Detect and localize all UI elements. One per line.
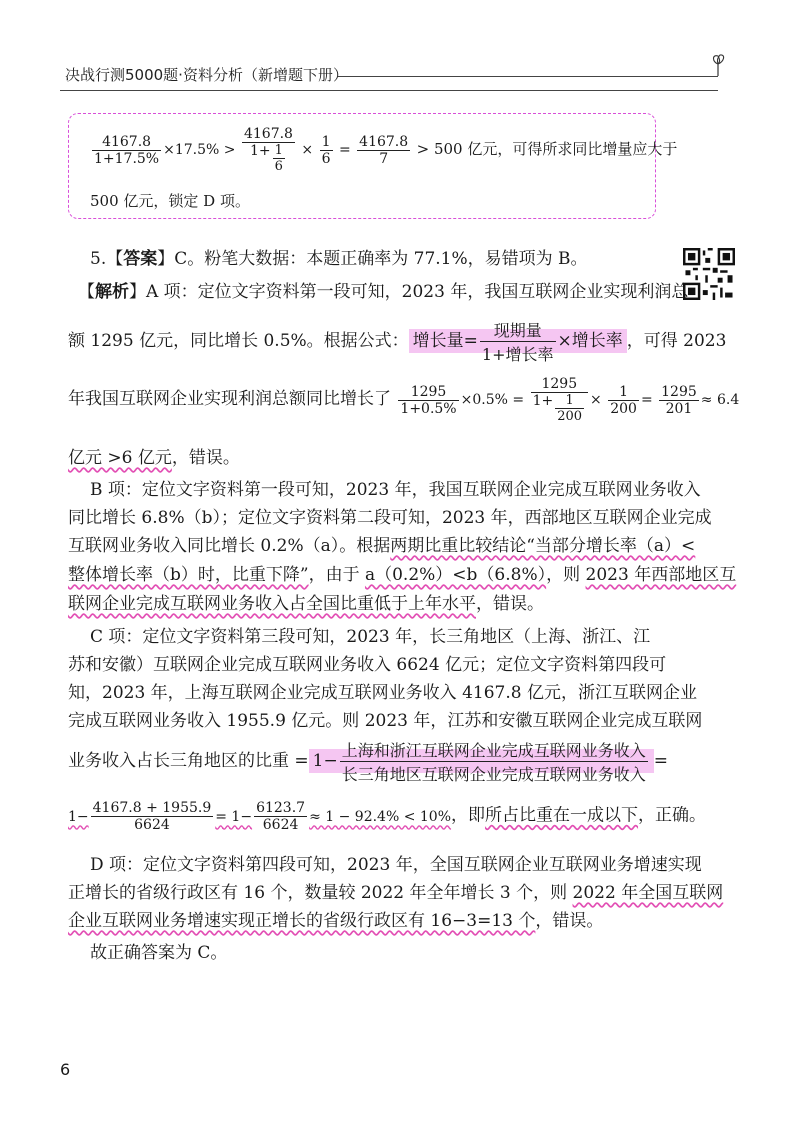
- d-line-2: 正增长的省级行政区有 16 个，数量较 2022 年全年增长 3 个，则 2022 年全国互联网: [68, 883, 724, 903]
- c-line-4: 完成互联网业务收入 1955.9 亿元。则 2023 年，江苏和安徽互联网企业完成互联网: [68, 711, 703, 731]
- box-formula-line: $\frac{4167.8}{1+17.5\%}$ ×17.5% > 4167.8 1+ $\frac{1}{6}$ × $\frac{1}{6}$ = $\frac{4167.8}{7}$ > 500 亿元，可得所求同比增量应大于: [94, 126, 678, 174]
- b-line-5: 联网企业完成互联网业务收入占全国比重低于上年水平，错误。: [68, 594, 544, 614]
- header-divider: [338, 76, 718, 77]
- analysis-line-2: 额 1295 亿元，同比增长 0.5%。根据公式： 增长量= $\frac{\text{现期量}}{\text{1+增长率}}$ ×增长率 ，可得 2023: [68, 318, 726, 365]
- b-line-1: B 项：定位文字资料第一段可知，2023 年，我国互联网企业完成互联网业务收入: [90, 480, 701, 500]
- analysis-line-3: 年我国互联网企业实现利润总额同比增长了 $\frac{1295}{1+0.5\%}$ ×0.5% = 1295 1+ $\frac{1}{200}$ × $\frac{1}{200}$ = $\frac{1295}{201}$ ≈ 6.4: [68, 376, 740, 424]
- c-line-5: 业务收入占长三角地区的比重 = 1− $\frac{\text{上海和浙江互联网企业完成互联网业务收入}}{\text{长三角地区互联网企业完成互联网业务收入}}$ =: [68, 738, 668, 785]
- c-line-6: 1− $\frac{4167.8 + 1955.9}{6624}$ = 1− $\frac{6123.7}{6624}$ ≈ 1 − 92.4% < 10%，即所占比重在一成以下，正确。: [68, 800, 707, 833]
- final-answer: 故正确答案为 C。: [90, 943, 228, 963]
- running-header: 决战行测5000题·资料分析（新增题下册）: [65, 66, 348, 84]
- d-line-1: D 项：定位文字资料第四段可知，2023 年，全国互联网企业互联网业务增速实现: [90, 855, 702, 875]
- header-rule: [60, 90, 718, 91]
- sprout-icon: [712, 50, 742, 80]
- c-line-3: 知，2023 年，上海互联网企业完成互联网业务收入 4167.8 亿元，浙江互联网企业: [68, 683, 697, 703]
- analysis-line-4: 亿元 >6 亿元，错误。: [68, 448, 240, 468]
- b-line-4: 整体增长率（b）时，比重下降”，由于 a（0.2%）<b（6.8%），则 2023 年西部地区互: [68, 565, 737, 585]
- analysis-line-1: 【解析】A 项：定位文字资料第一段可知，2023 年，我国互联网企业实现利润总: [78, 282, 689, 302]
- qr-code-icon: [683, 248, 735, 300]
- box-line-2: 500 亿元，锁定 D 项。: [90, 192, 250, 210]
- c-line-2: 苏和安徽）互联网企业完成互联网业务收入 6624 亿元；定位文字资料第四段可: [68, 655, 667, 675]
- answer-line: 5.【答案】C。粉笔大数据：本题正确率为 77.1%，易错项为 B。: [90, 249, 588, 269]
- formula-highlight: 增长量= $\frac{\text{现期量}}{\text{1+增长率}}$ ×增长率: [409, 329, 627, 353]
- page-number: 6: [60, 1060, 71, 1079]
- b-line-2: 同比增长 6.8%（b）；定位文字资料第二段可知，2023 年，西部地区互联网企业完成: [68, 508, 712, 528]
- ratio-formula-highlight: 1− $\frac{\text{上海和浙江互联网企业完成互联网业务收入}}{\text{长三角地区互联网企业完成互联网业务收入}}$: [309, 749, 654, 773]
- analysis-label: 解析: [95, 282, 129, 302]
- b-line-3: 互联网业务收入同比增长 0.2%（a）。根据两期比重比较结论“当部分增长率（a）<: [68, 536, 696, 556]
- answer-label: 答案: [123, 249, 158, 269]
- d-line-3: 企业互联网业务增速实现正增长的省级行政区有 16−3=13 个，错误。: [68, 911, 604, 931]
- c-line-1: C 项：定位文字资料第三段可知，2023 年，长三角地区（上海、浙江、江: [90, 627, 651, 647]
